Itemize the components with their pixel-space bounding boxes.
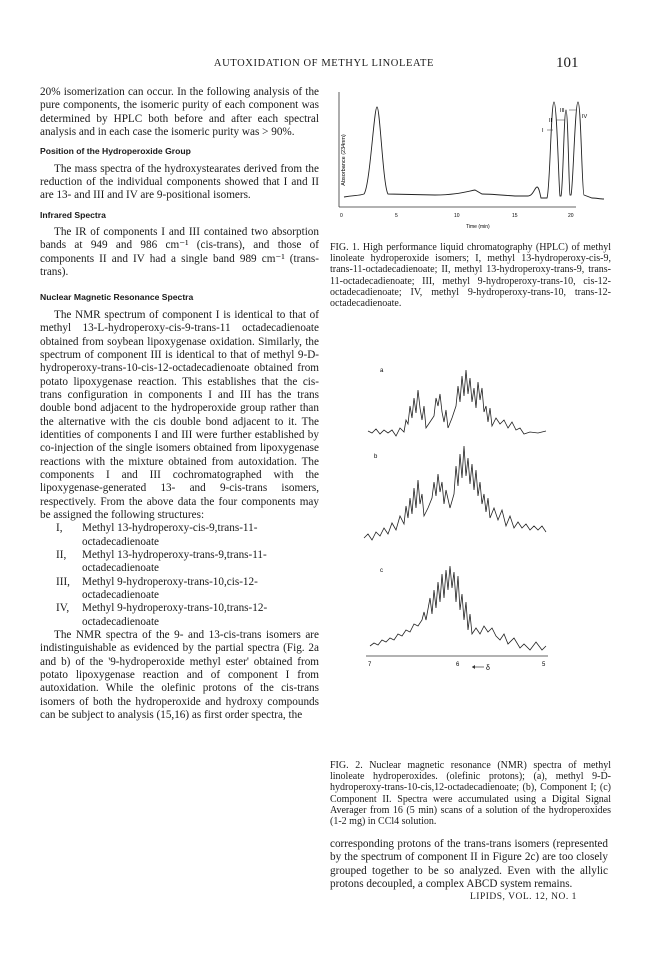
x-tick-label: 5: [395, 213, 398, 219]
x-tick-label: 0: [340, 213, 343, 219]
peak-label-III: III: [560, 108, 565, 114]
ppm-tick-label: 6: [456, 662, 460, 668]
heading-nmr: Nuclear Magnetic Resonance Spectra: [40, 292, 194, 303]
ppm-tick-label: 7: [368, 662, 372, 668]
left-column: [40, 86, 319, 722]
nmr-trace-c: [370, 566, 546, 650]
heading-position: Position of the Hydroperoxide Group: [40, 146, 191, 157]
journal-footer: LIPIDS, VOL. 12, NO. 1: [470, 892, 577, 902]
peak-label-II: II: [549, 118, 553, 124]
figure-2-nmr-spectra: [334, 358, 610, 760]
paragraph-ir: The IR of components I and III contained two absorption bands at 949 and 986 cm⁻¹ (cis-trans), and those of components II and IV had a single band 989 cm⁻¹ (trans-trans).: [40, 226, 319, 279]
figure-2-caption: FIG. 2. Nuclear magnetic resonance (NMR) spectra of methyl linoleate hydroperoxides. (olefinic protons); (a), methyl 9-D-hydroperoxy-trans-10-cis,12-octadecadienoate; (b), Component I; (c) Component II. Spectra were accumulated using a Digital Signal Averager from 16 (5 min) scans of a solution of the hydroperoxides (1-2 mg) in CCl4 solution.: [330, 760, 611, 828]
structure-name: Methyl 13-hydroperoxy-trans-9,trans-11-octadecadienoate: [82, 549, 267, 575]
paragraph-final: The NMR spectra of the 9- and 13-cis-trans isomers are indistinguishable as evidenced by the partial spectra (Fig. 2a and b) of the '9-hydroperoxide methyl ester' obtained from potato lipoxygenase reaction and of component I from autoxidation. While the olefinic protons of the cis-trans isomers of both the hydroperoxide and hydroxy compounds can be subject to analysis (15,16) as first order spectra, the: [40, 629, 319, 722]
structure-list: [56, 522, 319, 629]
heading-infrared: Infrared Spectra: [40, 209, 106, 220]
structure-name: Methyl 9-hydroperoxy-trans-10,trans-12-octadecadienoate: [82, 602, 268, 628]
arrow-head-icon: [472, 665, 475, 669]
figure-1-caption: FIG. 1. High performance liquid chromatography (HPLC) of methyl linoleate hydroperoxide isomers; I, methyl 13-hydroperoxy-cis-9, trans-11-octadecadienoate; II, methyl 13-hydroperoxy-trans-9, trans-11-octadecadienoate; III, methyl 9-hydroperoxy-trans-10, cis-12-octadecadienoate; IV, methyl 9-hydroperoxy-trans-10, trans-12-octadecadienoate.: [330, 242, 611, 310]
ppm-unit: δ: [486, 665, 490, 672]
right-column-text: [330, 838, 608, 891]
structure-number: II,: [56, 549, 67, 561]
x-axis-label: Time (min): [466, 224, 490, 230]
structure-name: Methyl 9-hydroperoxy-trans-10,cis-12-octadecadienoate: [82, 575, 258, 602]
figure-1-chromatogram: [330, 82, 620, 242]
panel-label-a: a: [380, 368, 384, 374]
ppm-tick-label: 5: [542, 662, 546, 668]
panel-label-c: c: [380, 568, 383, 574]
y-axis-label: Absorbance (234nm): [341, 134, 347, 186]
page-number: 101: [556, 55, 579, 71]
structure-number: III,: [56, 575, 70, 588]
structure-number: I,: [56, 522, 63, 535]
structure-number: IV,: [56, 602, 70, 615]
nmr-trace-b: [364, 446, 546, 540]
peak-label-IV: IV: [582, 114, 588, 120]
paragraph-intro: 20% isomerization can occur. In the following analysis of the pure components, the isomeric purity of each component was determined by HPLC both before and after each spectral analysis and in each case the isomeric purity was > 90%.: [40, 86, 319, 139]
peak-label-I: I: [542, 128, 544, 134]
paragraph-nmr: The NMR spectrum of component I is identical to that of methyl 13-L-hydroperoxy-cis-9-trans-11 octadecadienoate obtained from soybean lipoxygenase oxidation. Similarly, the spectrum of component III is identical to that of methyl 9-D-hydroperoxy-trans-10-cis-12-octadecadienoate obtained from potato lipoxygenase reaction. This establishes that the cis-trans configuration in components I and III has the trans double bond adjacent to the hydroperoxide group rather than the alternative with the cis double bond adjacent to it. The identities of components I and III were further established by co-injection of the single isomers obtained from lipoxygenase reactions with the mixture obtained from autoxidation. The components I and III cochromatographed with the lipoxygenase-generated 13- and 9-cis-trans isomers, respectively. From the above data the four components may be assigned the following structures:: [40, 308, 319, 521]
panel-label-b: b: [374, 454, 378, 460]
structure-name: Methyl 13-hydroperoxy-cis-9,trans-11-octadecadienoate: [82, 522, 258, 548]
running-title: AUTOXIDATION OF METHYL LINOLEATE: [213, 58, 435, 69]
nmr-trace-a: [368, 370, 546, 436]
x-tick-label: 20: [568, 213, 574, 219]
chromatogram-trace: [344, 102, 604, 199]
x-tick-label: 15: [512, 213, 518, 219]
x-tick-label: 10: [454, 213, 460, 219]
paragraph-position: The mass spectra of the hydroxystearates derived from the reduction of the individual components showed that I and II are 13- and III and IV are 9-positional isomers.: [40, 162, 319, 202]
paragraph-continued: corresponding protons of the trans-trans isomers (represented by the spectrum of component II in Figure 2c) are too closely grouped together to be so analyzed. Even with the allylic protons decoupled, a complex ABCD system remains.: [330, 838, 608, 891]
